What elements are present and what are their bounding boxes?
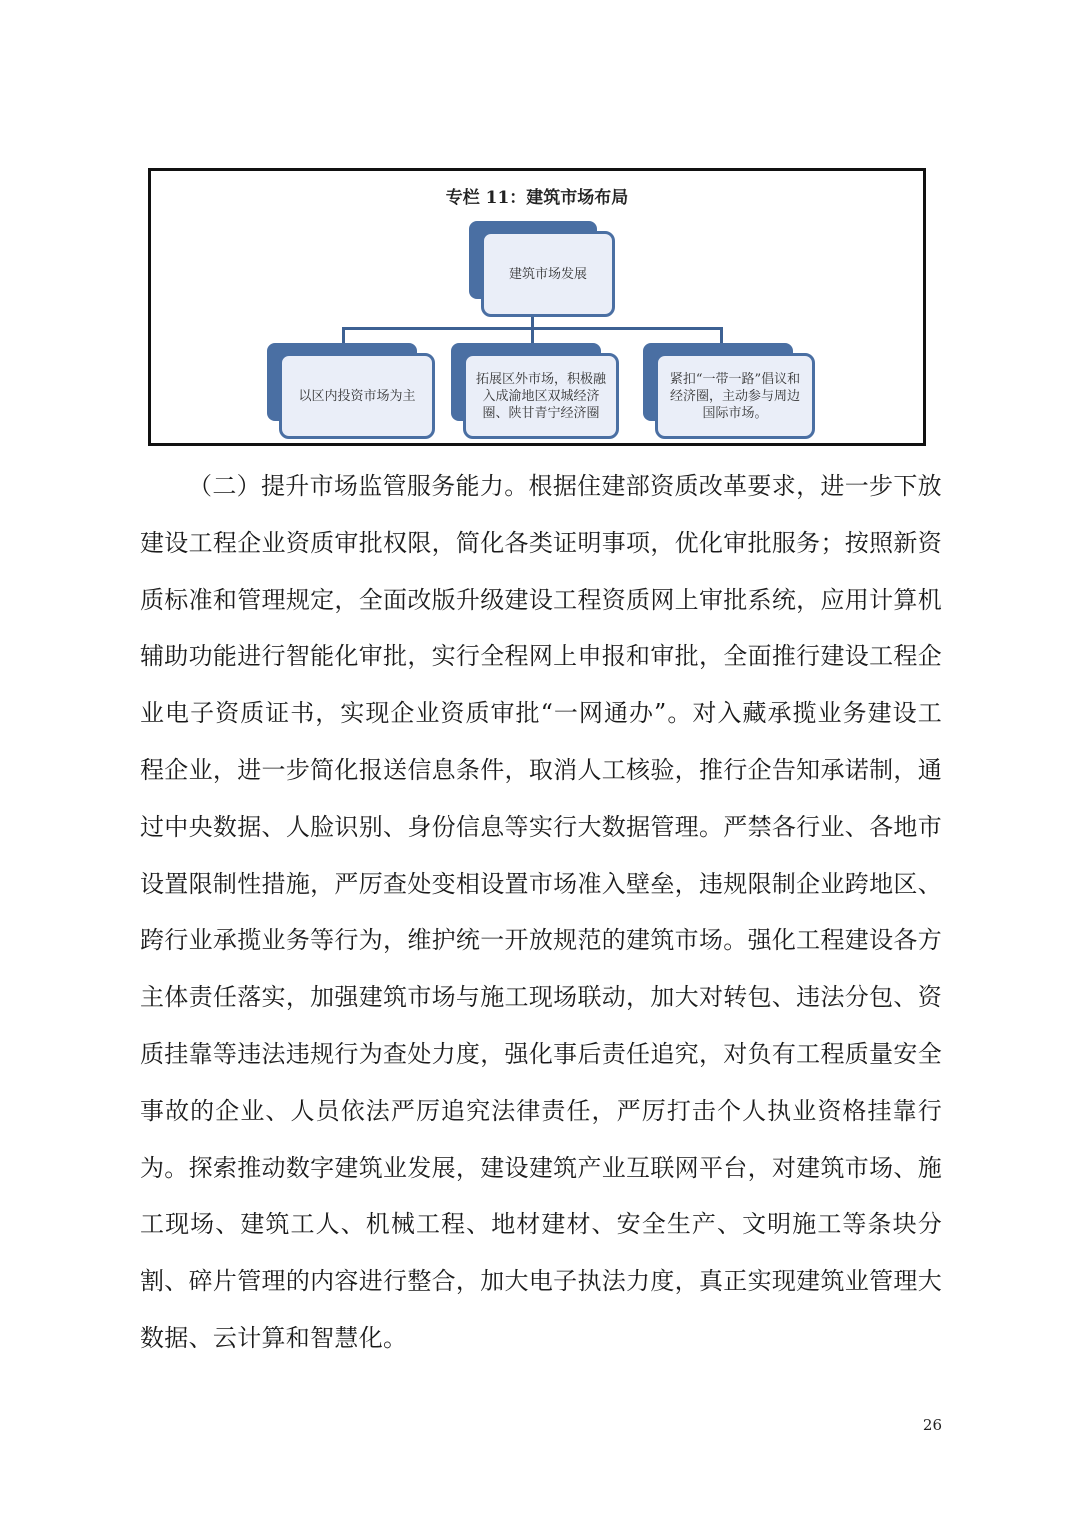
- child-node-2: [463, 353, 619, 439]
- child-node-1-label: 以区内投资市场为主: [298, 388, 416, 404]
- child-node-1: [279, 353, 435, 439]
- child-node-3: [655, 353, 815, 439]
- feature-box: [148, 168, 926, 446]
- page-number: 26: [922, 1416, 942, 1434]
- root-node-label: 建筑市场发展: [508, 266, 587, 282]
- root-node: [481, 231, 615, 317]
- body-paragraph: （二）提升市场监管服务能力。根据住建部资质改革要求，进一步下放建设工程企业资质审批权限，简化各类证明事项，优化审批服务；按照新资质标准和管理规定，全面改版升级建设工程资质网上审批系统，应用计算机辅助功能进行智能化审批，实行全程网上申报和审批，全面推行建设工程企业电子资质证书，实现企业资质审批“一网通办”。对入藏承揽业务建设工程企业，进一步简化报送信息条件，取消人工核验，推行企告知承诺制，通过中央数据、人脸识别、身份信息等实行大数据管理。严禁各行业、各地市设置限制性措施，严厉查处变相设置市场准入壁垒，违规限制企业跨地区、跨行业承揽业务等行为，维护统一开放规范的建筑市场。强化工程建设各方主体责任落实，加强建筑市场与施工现场联动，加大对转包、违法分包、资质挂靠等违法违规行为查处力度，强化事后责任追究，对负有工程质量安全事故的企业、人员依法严厉追究法律责任，严厉打击个人执业资格挂靠行为。探索推动数字建筑业发展，建设建筑产业互联网平台，对建筑市场、施工现场、建筑工人、机械工程、地材建材、安全生产、文明施工等条块分割、碎片管理的内容进行整合，加大电子执法力度，真正实现建筑业管理大数据、云计算和智慧化。: [140, 472, 942, 1352]
- child-node-3-label: 紧扣“一带一路”倡议和经济圈，主动参与周边国际市场。: [669, 371, 801, 421]
- body-text: [140, 458, 942, 1367]
- box-title: 专栏 11：建筑市场布局: [445, 188, 629, 208]
- child-node-2-label: 拓展区外市场，积极融入成渝地区双城经济圈、陕甘青宁经济圈: [475, 371, 606, 421]
